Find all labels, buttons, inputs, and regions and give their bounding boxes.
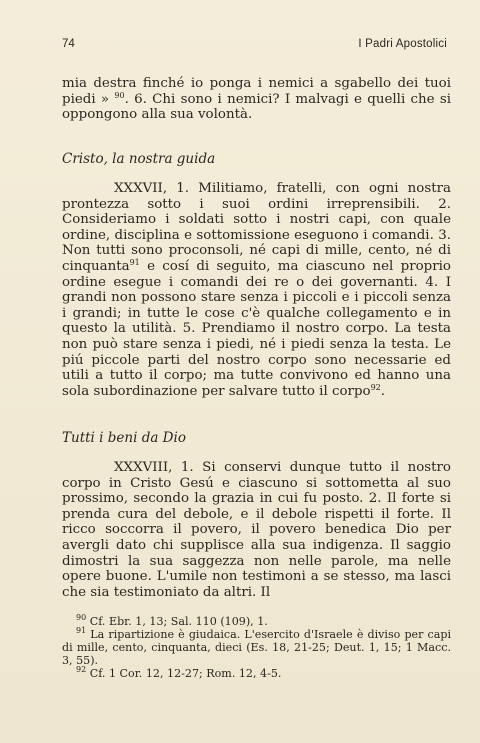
section-1-paragraph	[62, 181, 451, 399]
intro-text-1: mia destra finché io ponga i nemici a sgabello dei tuoi piedi »	[62, 76, 451, 107]
footnote-num: 90	[76, 613, 87, 622]
footnotes	[62, 613, 451, 681]
footnote-text: La ripartizione è giudaica. L'esercito d'Israele è diviso per capi di mille, cento, cinquanta, dieci (Es. 18, 21-25; Deut. 1, 15; 1 Macc. 3, 55).	[62, 627, 451, 667]
running-title: I Padri Apostolici	[358, 38, 447, 50]
footnote-text: Cf. Ebr. 1, 13; Sal. 110 (109), 1.	[89, 615, 268, 628]
section-2-text: XXXVIII, 1. Si conservi dunque tutto il nostro corpo in Cristo Gesú e ciascuno si sottometta al suo prossimo, secondo la grazia in cui fu posto. 2. Il forte si prenda cura del debole, e il debole rispetti il forte. Il ricco soccorra il povero, il povero benedica Dio per avergli dato chi supplisce alla sua indigenza. Il saggio dimostri la sua saggezza non nelle parole, ma nelle opere buone. L'umile non testimoni a se stesso, ma lasci che sia testimoniato da altri. Il	[62, 460, 451, 600]
section-1-text-2: e cosí di seguito, ma ciascuno nel proprio ordine esegue i comandi dei re o dei governanti. 4. I grandi non possono stare senza i piccoli e i piccoli senza i grandi; in tutte le cose c'è qualche collegamento e in questo la utilità. 5. Prendiamo il nostro corpo. La testa non può stare senza i piedi, né i piedi senza la testa. Le piú piccole parti del nostro corpo sono necessarie ed utili a tutto il corpo; ma tutte convivono ed hanno una sola subordinazione per salvare tutto il corpo	[62, 258, 451, 399]
intro-paragraph	[62, 76, 451, 123]
section-heading-2: Tutti i beni da Dio	[62, 430, 186, 446]
section-1-text-3: .	[380, 383, 386, 399]
footnote-num: 91	[76, 625, 87, 635]
intro-text-2: . 6. Chi sono i nemici? I malvagi e quelli che si oppongono alla sua volontà.	[62, 91, 451, 123]
footnote-num: 92	[76, 664, 87, 674]
footnote-ref-92: 92	[370, 382, 381, 392]
page-number: 74	[62, 38, 75, 50]
footnote-91	[62, 625, 451, 668]
footnote-ref-91: 91	[129, 257, 140, 267]
footnote-ref-90: 90	[114, 90, 125, 100]
footnote-text: Cf. 1 Cor. 12, 12-27; Rom. 12, 4-5.	[89, 666, 282, 680]
section-2-paragraph	[62, 460, 451, 600]
section-1-text-1: XXXVII, 1. Militiamo, fratelli, con ogni nostra prontezza sotto i suoi ordini irreprensibili. 2. Consideriamo i soldati sotto i nostri capi, con quale ordine, disciplina e sottomissione eseguono i comandi. 3. Non tutti sono proconsoli, né capi di mille, cento, né di cinquanta	[62, 181, 451, 274]
footnote-92	[62, 664, 451, 681]
section-heading-1: Cristo, la nostra guida	[62, 151, 216, 167]
